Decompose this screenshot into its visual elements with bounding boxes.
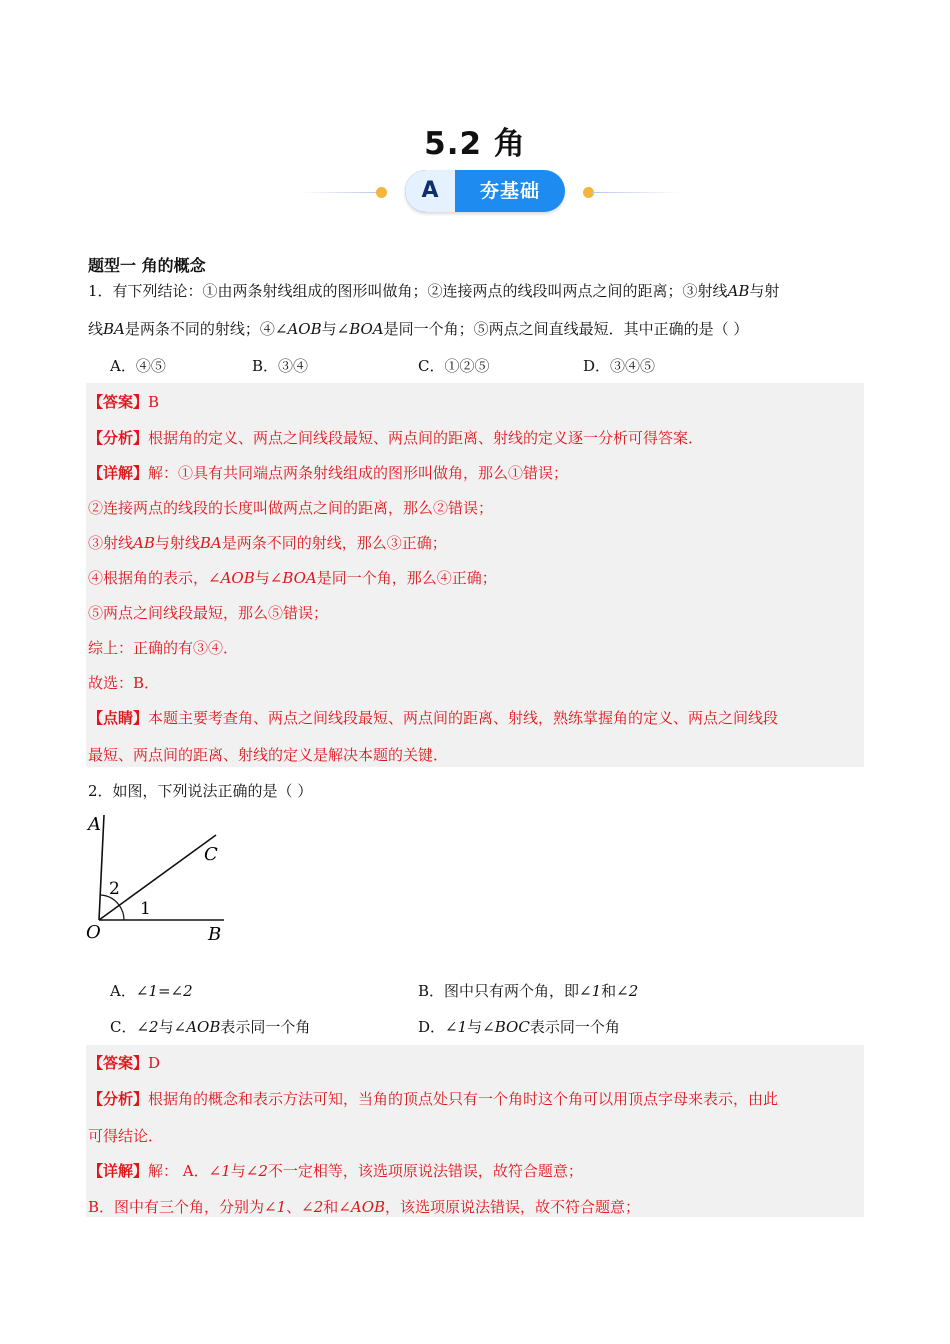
option-text: 与 xyxy=(467,1018,483,1036)
q1-summary: 综上：正确的有③④． xyxy=(88,639,239,657)
detail-text: 、 xyxy=(286,1198,302,1216)
q1-detail-3 xyxy=(88,532,447,553)
answer-tag: 【答案】 xyxy=(88,393,149,411)
arc-angle-1 xyxy=(119,905,124,920)
q2-detail-1 xyxy=(88,1160,583,1181)
comment-tag: 【点睛】 xyxy=(88,709,149,727)
q1-stem-text: 是两条不同的射线；④ xyxy=(124,320,275,338)
banner-line-left xyxy=(300,192,380,193)
detail-text: ③射线 xyxy=(88,534,134,552)
detail-text: 是两条不同的射线，那么③正确； xyxy=(221,534,447,552)
level-label: 夯基础 xyxy=(479,180,540,202)
angle-figure xyxy=(84,810,234,950)
q2-option-d xyxy=(418,1016,620,1037)
q1-detail-5: ⑤两点之间线段最短，那么⑤错误； xyxy=(88,604,329,622)
q2-detail-2 xyxy=(88,1196,640,1217)
detail-text: 与 xyxy=(254,569,270,587)
detail-text: 和 xyxy=(323,1198,339,1216)
label-c: C xyxy=(204,844,218,865)
detail-tag: 【详解】 xyxy=(88,1162,149,1180)
q1-stem-line2 xyxy=(88,318,748,339)
math-angle-aob: ∠AOB xyxy=(338,1198,386,1216)
section-title: 题型一 角的概念 xyxy=(88,256,206,275)
q2-stem: 2．如图，下列说法正确的是（ ） xyxy=(88,782,313,800)
math-angle-aob: ∠AOB xyxy=(208,569,255,587)
math-angle-1: ∠1 xyxy=(579,982,602,1000)
q2-solution-box xyxy=(86,1045,864,1217)
q1-stem-text: 与射 xyxy=(749,282,780,300)
q1-option-a: A．④⑤ xyxy=(110,357,166,375)
analysis-text: 根据角的概念和表示方法可知，当角的顶点处只有一个角时这个角可以用顶点字母来表示，由此 xyxy=(148,1090,779,1108)
q1-option-d: D．③④⑤ xyxy=(583,357,656,375)
option-text: 表示同一个角 xyxy=(529,1018,620,1036)
detail-text: 解： A． xyxy=(148,1162,209,1180)
q1-answer xyxy=(88,391,159,412)
q1-option-b: B．③④ xyxy=(252,357,309,375)
math-ba: BA xyxy=(103,320,125,338)
detail-tag: 【详解】 xyxy=(88,464,149,482)
detail-text: 解：①具有共同端点两条射线组成的图形叫做角，那么①错误； xyxy=(148,464,569,482)
detail-text: 不一定相等，该选项原说法错误，故符合题意； xyxy=(267,1162,583,1180)
q1-comment-1 xyxy=(88,707,778,728)
math-angle-aob: ∠AOB xyxy=(173,1018,221,1036)
q1-stem-text: 线 xyxy=(88,320,104,338)
banner-line-right xyxy=(592,192,680,193)
math-angle-2: ∠2 xyxy=(616,982,639,1000)
ray-oc xyxy=(99,835,216,920)
q1-comment-2: 最短、两点间的距离、射线的定义是解决本题的关键． xyxy=(88,746,449,764)
q2-option-b xyxy=(418,980,638,1001)
q2-answer xyxy=(88,1052,160,1073)
detail-text: B．图中有三个角，分别为 xyxy=(88,1198,265,1216)
q1-stem-text: 是同一个角；⑤两点之间直线最短．其中正确的是（ ） xyxy=(383,320,749,338)
answer-value: D xyxy=(148,1054,161,1072)
label-o: O xyxy=(86,922,101,943)
math-angle-2: ∠2 xyxy=(136,1018,159,1036)
q1-detail-4 xyxy=(88,567,497,588)
label-angle-1: 1 xyxy=(140,899,151,919)
detail-text: 是同一个角，那么④正确； xyxy=(316,569,497,587)
q1-detail-2: ②连接两点的线段的长度叫做两点之间的距离，那么②错误； xyxy=(88,499,494,517)
math-angle-2: ∠2 xyxy=(301,1198,324,1216)
math-angle-1: ∠1 xyxy=(445,1018,468,1036)
q2-analysis-1 xyxy=(88,1088,778,1109)
comment-text: 本题主要考查角、两点之间线段最短、两点间的距离、射线，熟练掌握角的定义、两点之间线段 xyxy=(148,709,779,727)
level-letter: A xyxy=(405,170,455,212)
option-prefix: A． xyxy=(110,982,136,1000)
q2-analysis-2: 可得结论． xyxy=(88,1127,164,1145)
math-angle-2: ∠2 xyxy=(170,982,193,1000)
math-angle-boa: ∠BOA xyxy=(269,569,317,587)
banner-dot-left xyxy=(376,187,387,198)
analysis-tag: 【分析】 xyxy=(88,1090,149,1108)
page-title: 5.2 角 xyxy=(424,126,526,162)
level-banner xyxy=(300,168,680,216)
math-angle-boa: ∠BOA xyxy=(336,320,384,338)
option-text: 和 xyxy=(601,982,617,1000)
math-angle-1: ∠1 xyxy=(264,1198,287,1216)
math-angle-aob: ∠AOB xyxy=(274,320,322,338)
q1-detail-1 xyxy=(88,462,568,483)
q1-stem-text: 与 xyxy=(321,320,337,338)
detail-text: ，该选项原说法错误，故不符合题意； xyxy=(385,1198,641,1216)
option-prefix: C． xyxy=(110,1018,137,1036)
option-text: 与 xyxy=(158,1018,174,1036)
label-b: B xyxy=(208,924,222,945)
detail-text: ④根据角的表示， xyxy=(88,569,209,587)
q1-choose: 故选：B． xyxy=(88,674,160,692)
math-equals: = xyxy=(157,982,171,1000)
option-text: B．图中只有两个角，即 xyxy=(418,982,580,1000)
detail-text: 与 xyxy=(230,1162,246,1180)
q1-stem-line1 xyxy=(88,280,779,301)
q1-stem-text: 1．有下列结论：①由两条射线组成的图形叫做角；②连接两点的线段叫两点之间的距离；③射线 xyxy=(88,282,728,300)
analysis-text: 根据角的定义、两点之间线段最短、两点间的距离、射线的定义逐一分析可得答案． xyxy=(148,429,704,447)
q2-option-a xyxy=(110,980,193,1001)
q2-option-c xyxy=(110,1016,310,1037)
answer-tag: 【答案】 xyxy=(88,1054,149,1072)
label-a: A xyxy=(88,814,101,835)
math-angle-2: ∠2 xyxy=(245,1162,268,1180)
answer-value: B xyxy=(148,393,160,411)
math-angle-1: ∠1 xyxy=(135,982,158,1000)
math-angle-boc: ∠BOC xyxy=(482,1018,530,1036)
option-prefix: D． xyxy=(418,1018,446,1036)
detail-text: 与射线 xyxy=(154,534,200,552)
math-ab: AB xyxy=(133,534,155,552)
option-text: 表示同一个角 xyxy=(220,1018,311,1036)
q1-option-c: C．①②⑤ xyxy=(418,357,490,375)
label-angle-2: 2 xyxy=(109,879,120,899)
level-pill xyxy=(405,170,565,212)
math-ab: AB xyxy=(727,282,750,300)
analysis-tag: 【分析】 xyxy=(88,429,149,447)
math-angle-1: ∠1 xyxy=(208,1162,231,1180)
math-ba: BA xyxy=(199,534,222,552)
q1-analysis xyxy=(88,427,703,448)
